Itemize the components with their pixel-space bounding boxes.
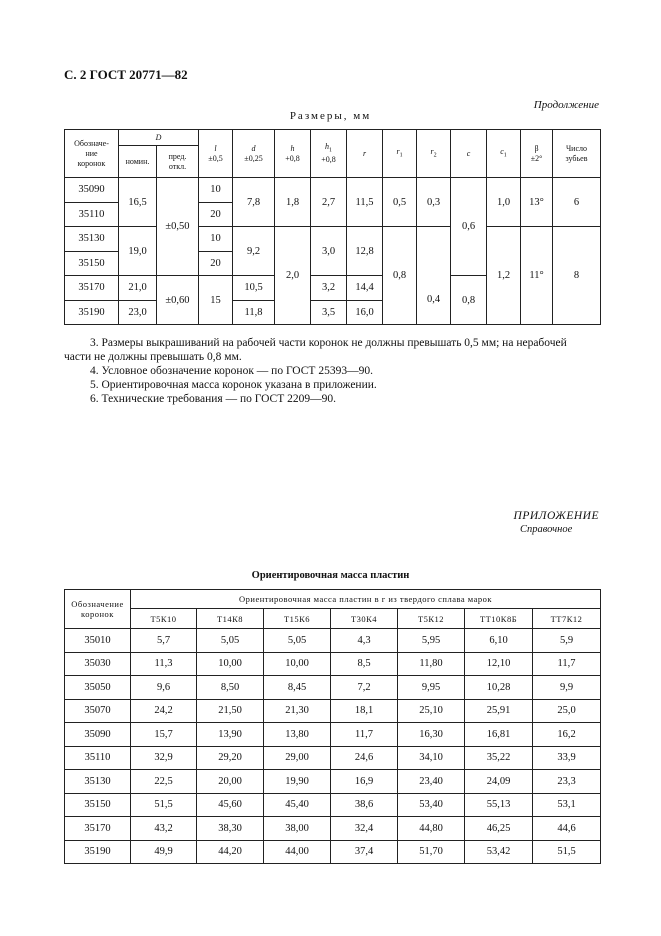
table-row xyxy=(65,840,601,864)
table-row: 35190 23,0 11,8 3,5 16,0 xyxy=(65,300,601,325)
mass-cell: 44,80 xyxy=(398,817,465,841)
mass-cell: 32,9 xyxy=(131,746,197,770)
col-D-tol: пред. откл. xyxy=(157,146,199,178)
col-c: c xyxy=(451,130,487,178)
mass-cell: 21,50 xyxy=(197,699,264,723)
table-row xyxy=(65,676,601,700)
mass-cell: 10,00 xyxy=(197,652,264,676)
col-grade: Т30К4 xyxy=(331,609,398,629)
mass-cell: 43,2 xyxy=(131,817,197,841)
row-code: 35050 xyxy=(65,676,131,700)
table-row xyxy=(65,817,601,841)
row-code: 35170 xyxy=(65,817,131,841)
mass-cell: 29,00 xyxy=(264,746,331,770)
row-code: 35150 xyxy=(65,793,131,817)
note-3-continuation: части не должны превышать 0,8 мм. xyxy=(64,351,242,363)
col-r2: $r_2$ xyxy=(417,130,451,178)
mass-cell: 21,30 xyxy=(264,699,331,723)
mass-cell: 25,10 xyxy=(398,699,465,723)
mass-cell: 49,9 xyxy=(131,840,197,864)
mass-cell: 6,10 xyxy=(465,629,533,653)
note-3: 3. Размеры выкрашиваний на рабочей части коронок не должны превышать 0,5 мм; на нерабочей xyxy=(90,337,567,349)
mass-cell: 29,20 xyxy=(197,746,264,770)
table-row xyxy=(65,629,601,653)
mass-cell: 38,6 xyxy=(331,793,398,817)
row-code: 35030 xyxy=(65,652,131,676)
mass-cell: 9,95 xyxy=(398,676,465,700)
mass-cell: 35,22 xyxy=(465,746,533,770)
mass-cell: 34,10 xyxy=(398,746,465,770)
mass-cell: 4,3 xyxy=(331,629,398,653)
mass-cell: 25,91 xyxy=(465,699,533,723)
mass-cell: 15,7 xyxy=(131,723,197,747)
table-row: 35090 16,5 ±0,50 10 7,8 1,8 2,7 11,5 0,5 0,3 0,6 1,0 13° 6 xyxy=(65,178,601,203)
table-row xyxy=(65,652,601,676)
page-header: С. 2 ГОСТ 20771—82 xyxy=(64,67,188,82)
col-D: D xyxy=(119,130,199,146)
mass-cell: 7,2 xyxy=(331,676,398,700)
mass-cell: 24,6 xyxy=(331,746,398,770)
dimensions-table xyxy=(64,129,601,325)
mass-cell: 5,9 xyxy=(533,629,601,653)
note-4: 4. Условное обозначение коронок — по ГОСТ 25393—90. xyxy=(90,365,373,377)
mass-cell: 24,2 xyxy=(131,699,197,723)
row-code: 35190 xyxy=(65,840,131,864)
mass-cell: 10,28 xyxy=(465,676,533,700)
row-code: 35130 xyxy=(65,770,131,794)
mass-cell: 38,30 xyxy=(197,817,264,841)
table-row xyxy=(65,770,601,794)
mass-cell: 5,05 xyxy=(264,629,331,653)
col-d: d ±0,25 xyxy=(233,130,275,178)
col-designation: Обозначе- ние коронок xyxy=(65,130,119,178)
mass-cell: 44,00 xyxy=(264,840,331,864)
mass-cell: 11,80 xyxy=(398,652,465,676)
mass-cell: 5,7 xyxy=(131,629,197,653)
mass-cell: 22,5 xyxy=(131,770,197,794)
mass-cell: 12,10 xyxy=(465,652,533,676)
mass-cell: 44,20 xyxy=(197,840,264,864)
mass-cell: 45,40 xyxy=(264,793,331,817)
table-row xyxy=(65,746,601,770)
mass-cell: 16,2 xyxy=(533,723,601,747)
row-code: 35110 xyxy=(65,746,131,770)
mass-cell: 53,1 xyxy=(533,793,601,817)
col-grade: ТТ7К12 xyxy=(533,609,601,629)
sizes-caption: Размеры, мм xyxy=(289,110,372,122)
mass-cell: 16,9 xyxy=(331,770,398,794)
col-l: l ±0,5 xyxy=(199,130,233,178)
row-code: 35090 xyxy=(65,723,131,747)
mass-cell: 8,5 xyxy=(331,652,398,676)
mass-cell: 8,50 xyxy=(197,676,264,700)
mass-cell: 9,9 xyxy=(533,676,601,700)
row-code: 35010 xyxy=(65,629,131,653)
table-row xyxy=(65,723,601,747)
mass-cell: 38,00 xyxy=(264,817,331,841)
mass-cell: 37,4 xyxy=(331,840,398,864)
table-row: 35130 19,0 10 9,2 2,0 3,0 12,8 0,8 1,2 11° 8 xyxy=(65,227,601,252)
col-r: r xyxy=(347,130,383,178)
mass-cell: 16,30 xyxy=(398,723,465,747)
mass-table-caption: Ориентировочная масса пластин xyxy=(251,570,410,581)
mass-cell: 13,90 xyxy=(197,723,264,747)
mass-cell: 24,09 xyxy=(465,770,533,794)
appendix-title: ПРИЛОЖЕНИЕ xyxy=(513,510,599,522)
col-r1: $r_1$ xyxy=(383,130,417,178)
table-row: 35170 21,0 ±0,60 15 10,5 3,2 14,4 0,4 0,8 xyxy=(65,276,601,301)
note-5: 5. Ориентировочная масса коронок указана в приложении. xyxy=(90,379,377,391)
mass-cell: 18,1 xyxy=(331,699,398,723)
mass-cell: 13,80 xyxy=(264,723,331,747)
col-teeth: Число зубьев xyxy=(553,130,601,178)
col-grade: Т14К8 xyxy=(197,609,264,629)
col-D-nom: номин. xyxy=(119,146,157,178)
mass-cell: 51,5 xyxy=(533,840,601,864)
mass-cell: 51,5 xyxy=(131,793,197,817)
col-grade: ТТ10К8Б xyxy=(465,609,533,629)
mass-cell: 11,7 xyxy=(331,723,398,747)
mass-cell: 33,9 xyxy=(533,746,601,770)
mass-cell: 51,70 xyxy=(398,840,465,864)
mass-cell: 45,60 xyxy=(197,793,264,817)
appendix-subtitle: Справочное xyxy=(520,524,573,535)
mass-cell: 53,42 xyxy=(465,840,533,864)
col-c1: $c_1$ xyxy=(487,130,521,178)
mass-cell: 32,4 xyxy=(331,817,398,841)
mass-cell: 19,90 xyxy=(264,770,331,794)
note-6: 6. Технические требования — по ГОСТ 2209—90. xyxy=(90,393,336,405)
mass-cell: 44,6 xyxy=(533,817,601,841)
mass-cell: 10,00 xyxy=(264,652,331,676)
col-grade: Т5К12 xyxy=(398,609,465,629)
col-beta: β ±2° xyxy=(521,130,553,178)
row-code: 35070 xyxy=(65,699,131,723)
col-h1: $h_1$ +0,8 xyxy=(311,130,347,178)
col-designation: Обозначение коронок xyxy=(65,590,131,629)
mass-group-header: Ориентировочная масса пластин в г из твердого сплава марок xyxy=(131,590,601,609)
table-row: 35150 20 xyxy=(65,251,601,276)
table-row xyxy=(65,699,601,723)
mass-cell: 5,05 xyxy=(197,629,264,653)
mass-cell: 20,00 xyxy=(197,770,264,794)
col-grade: Т15К6 xyxy=(264,609,331,629)
notes xyxy=(64,336,602,406)
col-h: h +0,8 xyxy=(275,130,311,178)
mass-cell: 16,81 xyxy=(465,723,533,747)
table-row xyxy=(65,793,601,817)
mass-cell: 5,95 xyxy=(398,629,465,653)
mass-cell: 53,40 xyxy=(398,793,465,817)
mass-cell: 9,6 xyxy=(131,676,197,700)
continuation-label: Продолжение xyxy=(533,99,599,111)
mass-cell: 11,7 xyxy=(533,652,601,676)
mass-cell: 11,3 xyxy=(131,652,197,676)
mass-cell: 8,45 xyxy=(264,676,331,700)
col-grade: Т5К10 xyxy=(131,609,197,629)
mass-cell: 25,0 xyxy=(533,699,601,723)
mass-cell: 23,40 xyxy=(398,770,465,794)
table-row: 35110 20 xyxy=(65,202,601,227)
mass-cell: 55,13 xyxy=(465,793,533,817)
mass-cell: 46,25 xyxy=(465,817,533,841)
mass-table xyxy=(64,589,601,864)
mass-cell: 23,3 xyxy=(533,770,601,794)
